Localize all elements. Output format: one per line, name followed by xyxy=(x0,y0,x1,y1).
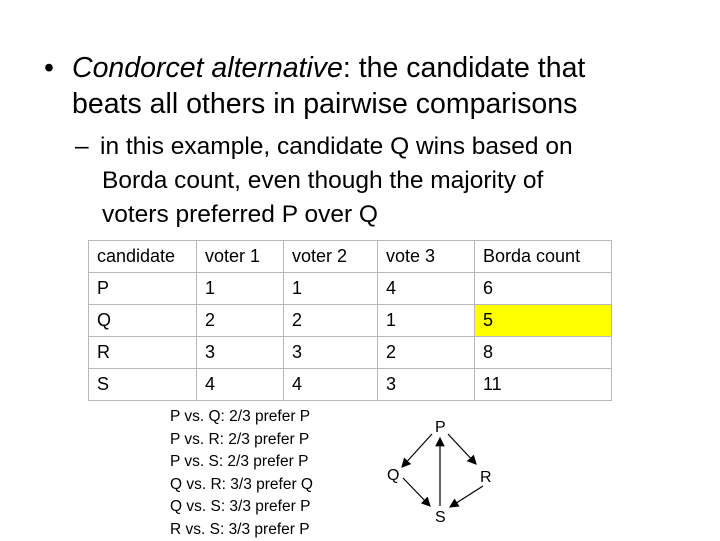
table-cell: 4 xyxy=(378,273,475,305)
table-cell: 1 xyxy=(284,273,378,305)
pairwise-item: P vs. R: 2/3 prefer P xyxy=(170,429,313,452)
table-cell: 3 xyxy=(378,369,475,401)
bullet-line-1 xyxy=(72,50,585,86)
sub-line-1: in this example, candidate Q wins based on xyxy=(100,132,573,161)
table-cell: P xyxy=(89,273,197,305)
pairwise-item: P vs. S: 2/3 prefer P xyxy=(170,451,313,474)
header-cell: voter 2 xyxy=(284,241,378,273)
graph-node-p: P xyxy=(435,419,446,436)
pairwise-list xyxy=(170,406,313,541)
bullet-term: Condorcet alternative xyxy=(72,52,343,84)
header-cell: voter 1 xyxy=(197,241,284,273)
condorcet-graph xyxy=(380,410,510,530)
table-cell: 1 xyxy=(378,305,475,337)
bullet-dot: • xyxy=(44,50,54,86)
table-header-row xyxy=(89,241,612,273)
edge-p-to-r xyxy=(448,434,476,464)
sub-line-2: Borda count, even though the majority of xyxy=(102,166,543,195)
header-cell: candidate xyxy=(89,241,197,273)
pairwise-item: P vs. Q: 2/3 prefer P xyxy=(170,406,313,429)
graph-node-q: Q xyxy=(387,467,399,484)
table-cell: 4 xyxy=(284,369,378,401)
table-cell: 2 xyxy=(284,305,378,337)
bullet-rest: : the candidate that xyxy=(343,52,585,84)
table-cell: 8 xyxy=(475,337,612,369)
edge-r-to-s xyxy=(450,486,483,507)
table-cell: 2 xyxy=(197,305,284,337)
pairwise-item: R vs. S: 3/3 prefer P xyxy=(170,519,313,541)
table-cell: 3 xyxy=(284,337,378,369)
header-cell: Borda count xyxy=(475,241,612,273)
table-cell: R xyxy=(89,337,197,369)
graph-node-s: S xyxy=(435,509,446,526)
table-cell: Q xyxy=(89,305,197,337)
table-cell: 6 xyxy=(475,273,612,305)
table-row xyxy=(89,305,612,337)
highlighted-borda-cell: 5 xyxy=(475,305,612,337)
borda-table xyxy=(88,240,612,401)
header-cell: vote 3 xyxy=(378,241,475,273)
edge-q-to-s xyxy=(403,478,430,506)
table-cell: 1 xyxy=(197,273,284,305)
table-row xyxy=(89,337,612,369)
table-row xyxy=(89,369,612,401)
bullet-line-2: beats all others in pairwise comparisons xyxy=(72,86,577,122)
graph-node-r: R xyxy=(480,469,492,486)
table-cell: S xyxy=(89,369,197,401)
table-row xyxy=(89,273,612,305)
pairwise-item: Q vs. S: 3/3 prefer P xyxy=(170,496,313,519)
sub-dash: – xyxy=(75,132,89,161)
table-cell: 3 xyxy=(197,337,284,369)
table-cell: 4 xyxy=(197,369,284,401)
table-cell: 2 xyxy=(378,337,475,369)
sub-line-3: voters preferred P over Q xyxy=(102,200,378,229)
edge-p-to-q xyxy=(402,434,432,467)
pairwise-item: Q vs. R: 3/3 prefer Q xyxy=(170,474,313,497)
table-cell: 11 xyxy=(475,369,612,401)
